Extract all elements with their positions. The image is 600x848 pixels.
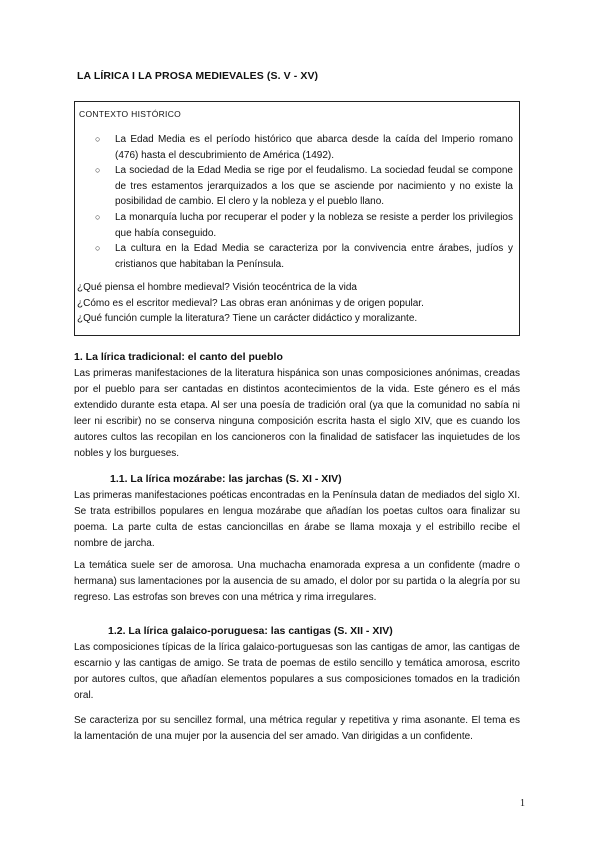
section-1-paragraph: Las primeras manifestaciones de la literatura hispánica son unas composiciones anónimas, creadas por el pueblo para ser cantadas en distintos acontecimientos de la vida. Este género es el más extendido durante esta etapa. Al ser una poesía de tradición oral (ya que la comunidad no sabía ni leer ni escribir) no se conserva ninguna composición escrita hasta el siglo XIV, que es cuando los autores cultos las recopilan en los cancioneros con la finalidad de satisfacer las inquietudes de los nobles y los burgueses.: [74, 368, 520, 459]
context-question: ¿Qué función cumple la literatura? Tiene un carácter didáctico y moralizante.: [77, 313, 418, 325]
section-1-2-paragraph: Se caracteriza por su sencillez formal, una métrica regular y repetitiva y rima asonante. El tema es la lamentación de una mujer por la ausencia del ser amado. Van dirigidas a un confidente.: [74, 715, 520, 742]
context-question: ¿Cómo es el escritor medieval? Las obras eran anónimas y de origen popular.: [77, 297, 424, 309]
context-bullet-text: La Edad Media es el período histórico que abarca desde la caída del Imperio romano (476) hasta el descubrimiento de América (1492).: [115, 134, 513, 161]
section-1-1-heading: 1.1. La lírica mozárabe: las jarchas (S. XI - XIV): [110, 473, 342, 485]
context-bullet-item: [95, 241, 513, 272]
historical-context-box: [74, 101, 520, 336]
context-bullet-item: [95, 210, 513, 241]
hollow-circle-bullet-icon: ○: [95, 211, 101, 222]
hollow-circle-bullet-icon: ○: [95, 134, 101, 144]
section-1-2-heading: 1.2. La lírica galaico-poruguesa: las cantigas (S. XII - XIV): [108, 625, 393, 637]
context-bullet-item: [95, 163, 513, 210]
context-bullet-text: La cultura en la Edad Media se caracteriza por la convivencia entre árabes, judíos y cristianos que habitaban la Península.: [115, 243, 513, 270]
context-bullet-item: [95, 132, 513, 163]
page-title: LA LÍRICA I LA PROSA MEDIEVALES (S. V - XV): [77, 70, 319, 82]
section-1-heading: 1. La lírica tradicional: el canto del pueblo: [74, 351, 283, 363]
context-bullet-list: [95, 132, 513, 272]
section-1-1-paragraph: La temática suele ser de amorosa. Una muchacha enamorada expresa a un confidente (madre o hermana) sus lamentaciones por la ausencia de su amado, el dolor por su partida o la alegría por su regreso. Las estrofas son breves con una métrica y rima irregulares.: [74, 560, 520, 603]
context-bullet-text: La sociedad de la Edad Media se rige por el feudalismo. La sociedad feudal se compone de tres estamentos jerarquizados a los que se asciende por nacimiento y no existe la posibilidad de cambio. El clero y la nobleza y el pueblo llano.: [115, 165, 513, 208]
context-questions: [77, 280, 517, 327]
context-question: ¿Qué piensa el hombre medieval? Visión teocéntrica de la vida: [77, 282, 357, 293]
hollow-circle-bullet-icon: ○: [95, 243, 101, 254]
context-heading: CONTEXTO HISTÓRICO: [79, 109, 182, 119]
section-1-1-paragraph: Las primeras manifestaciones poéticas encontradas en la Península datan de mediados del siglo XI. Se trata estribillos populares en lengua mozárabe que añadían los poetas cultos oara finalizar su poema. La parte culta de estas cancioncillas en árabe se llama moxaja y el estribillo recibe el nombre de jarcha.: [74, 490, 520, 549]
section-1-2-paragraph: Las composiciones típicas de la lírica galaico-portuguesas son las cantigas de amor, las cantigas de escarnio y las cantigas de amigo. Se trata de poemas de estilo sencillo y temática amorosa, escrito por autores cultos, que añadían elementos populares a sus composiciones tomados en la tradición oral.: [74, 642, 520, 701]
hollow-circle-bullet-icon: ○: [95, 165, 101, 176]
context-bullet-text: La monarquía lucha por recuperar el poder y la nobleza se resiste a perder los privilegios que había conseguido.: [115, 211, 513, 239]
page-number: 1: [520, 798, 525, 809]
